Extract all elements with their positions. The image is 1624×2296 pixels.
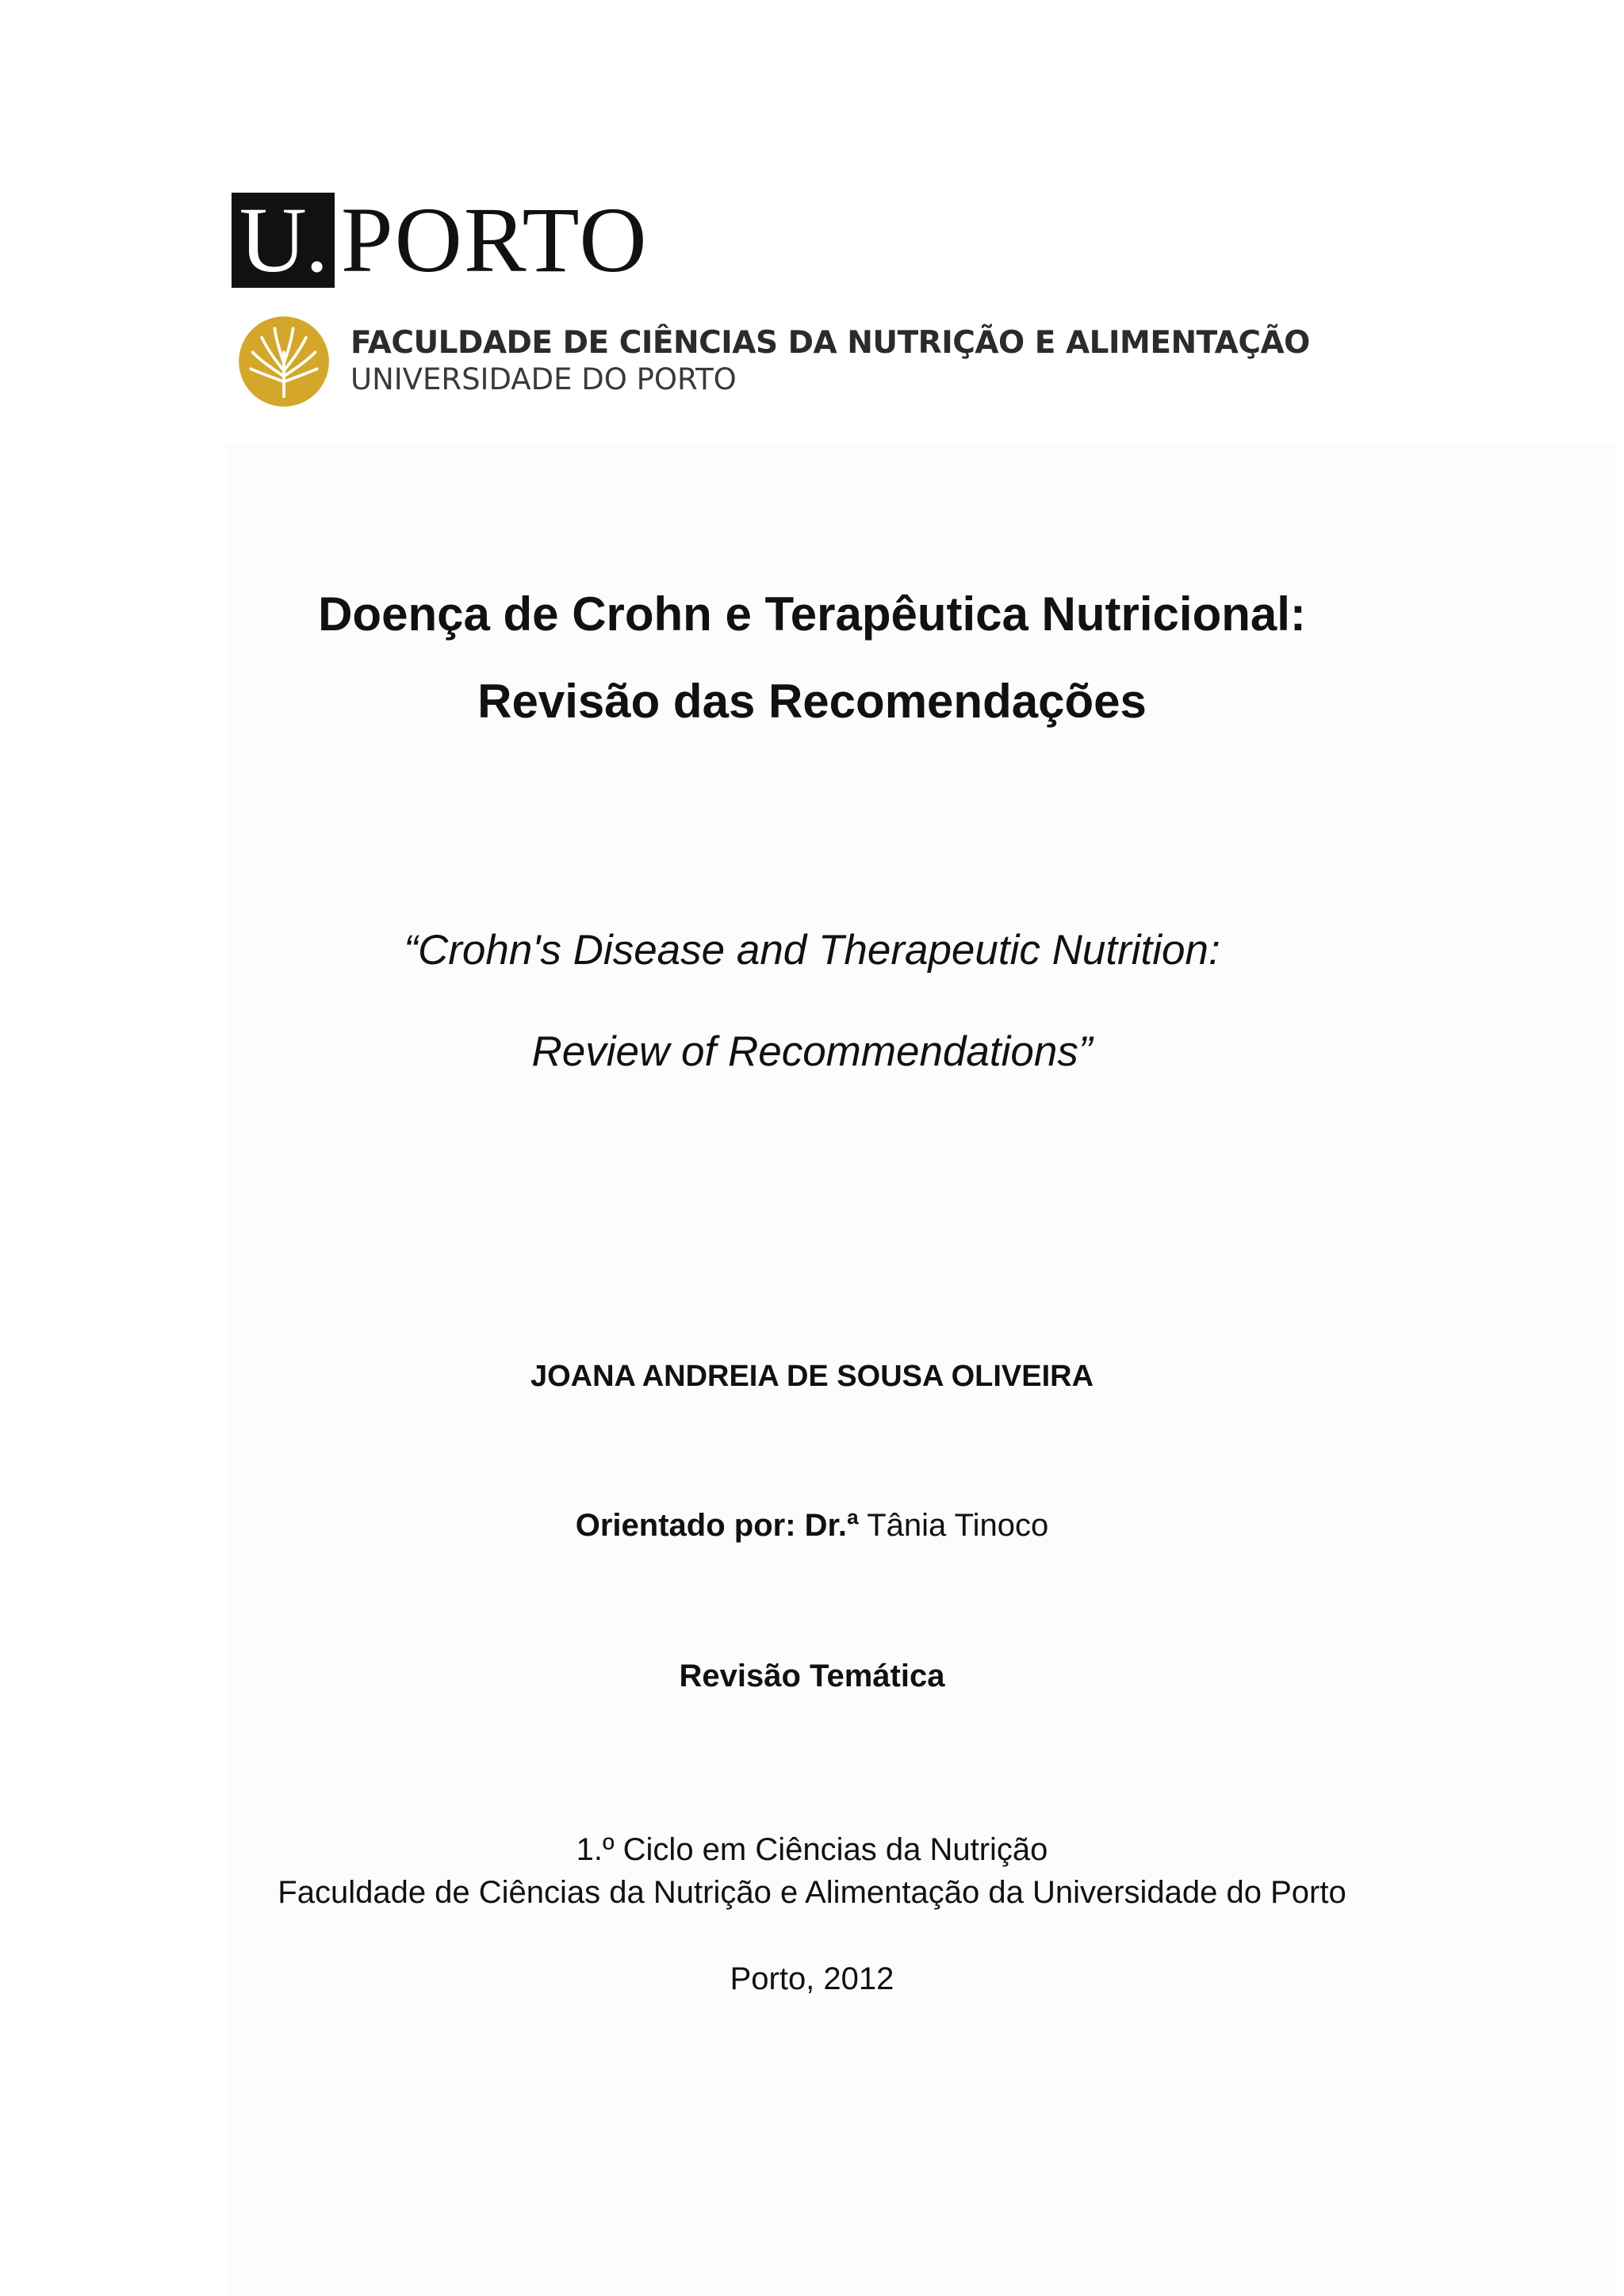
uporto-logo (232, 188, 649, 292)
author-name: JOANA ANDREIA DE SOUSA OLIVEIRA (530, 1360, 1094, 1393)
english-title (0, 900, 1624, 1103)
academic-cycle (0, 1828, 1624, 1914)
cycle-line-1: 1.º Ciclo em Ciências da Nutrição (576, 1832, 1048, 1867)
logo-porto-text: PORTO (341, 188, 649, 292)
advisor-line (0, 1505, 1624, 1546)
document-title (0, 571, 1624, 745)
logo-u-box: U. (232, 193, 335, 288)
place-and-year: Porto, 2012 (730, 1961, 894, 1996)
title-line-2: Revisão das Recomendações (477, 675, 1147, 728)
english-title-line-1: “Crohn's Disease and Therapeutic Nutrition: (404, 927, 1220, 974)
document-type: Revisão Temática (679, 1659, 945, 1693)
faculty-logo (238, 316, 1310, 408)
advisor-label: Orientado por: Dr.ª (575, 1508, 859, 1543)
cycle-line-2: Faculdade de Ciências da Nutrição e Alimentação da Universidade do Porto (278, 1875, 1346, 1910)
advisor-name: Tânia Tinoco (858, 1508, 1049, 1543)
golden-tree-seal-icon (238, 316, 330, 408)
university-name: UNIVERSIDADE DO PORTO (350, 362, 737, 396)
title-line-1: Doença de Crohn e Terapêutica Nutricional: (318, 587, 1306, 641)
faculty-name: FACULDADE DE CIÊNCIAS DA NUTRIÇÃO E ALIMENTAÇÃO (350, 325, 1310, 361)
english-title-line-2: Review of Recommendations” (531, 1028, 1093, 1075)
